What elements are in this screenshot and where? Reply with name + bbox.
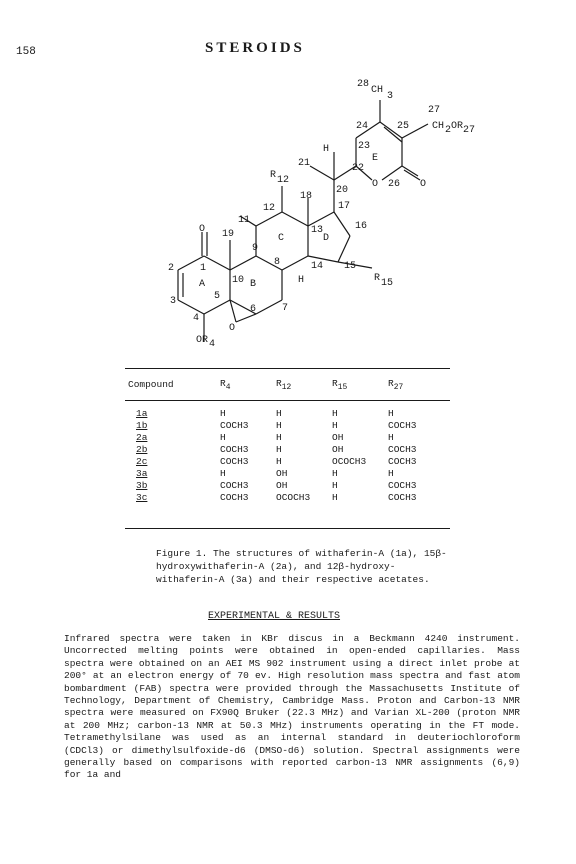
table-top-rule <box>125 368 450 369</box>
table-bottom-rule <box>125 528 450 529</box>
ch3-top-sub: 3 <box>387 91 394 102</box>
ring-e-label: E <box>372 153 379 164</box>
c13-label: 13 <box>311 225 324 236</box>
c8-label: 8 <box>274 257 281 268</box>
c12-label: 12 <box>263 203 276 214</box>
or-label: OR <box>451 121 464 132</box>
ch3-top-label: CH <box>371 85 384 96</box>
ring-b-label: B <box>250 279 257 290</box>
section-heading: EXPERIMENTAL & RESULTS <box>208 611 341 622</box>
c24-label: 24 <box>356 121 369 132</box>
structure-labels <box>168 79 475 350</box>
c10-label: 10 <box>232 275 245 286</box>
header-r4: $R_4$ <box>220 378 231 392</box>
table-row: 1a H H H H <box>136 407 394 419</box>
table-row: 3b COCH3 OH H COCH3 <box>136 479 417 491</box>
c14-label: 14 <box>311 261 324 272</box>
running-head: STEROIDS <box>205 40 305 56</box>
c19-label: 19 <box>222 229 235 240</box>
table-row: 1b COCH3 H H COCH3 <box>136 419 417 431</box>
page-number: 158 <box>16 46 36 58</box>
or27-sub: 27 <box>463 125 476 136</box>
c18-label: 18 <box>300 191 313 202</box>
c27-label: 27 <box>428 105 441 116</box>
table-header-rule <box>125 400 450 401</box>
header-compound: Compound <box>128 379 174 391</box>
c1-label: 1 <box>200 263 207 274</box>
c7-label: 7 <box>282 303 289 314</box>
r15-label: R <box>374 273 381 284</box>
body-paragraph: Infrared spectra were taken in KBr discus in a Beckmann 4240 instrument. Uncorrected melting points were obtained in open-ended capillaries. Mass spectra were obtained on an AEI MS 902 instrument using a direct inlet probe at 200° at an electron energy of 70 ev. High resolution mass spectra and fast atom bombardment (FAB) spectra were provided through the Massachusetts Institute of Technology, Department of Chemistry, Cambridge Mass. Proton and Carbon-13 NMR spectra were measured on FX90Q Bruker (22.3 MHz) and Varian XL-200 (proton NMR at 200 MHz; carbon-13 NMR at 50.3 MHz) instruments operating in the FT mode. Tetramethylsilane was used as an internal standard in deuteriochloroform (CDCl3) or dimethylsulfoxide-d6 (DMSO-d6) solution. Spectral assignments were generally based on comparisons with reported carbon-13 NMR assignments (6,9) for 1a and <box>64 633 520 781</box>
r12-sub: 12 <box>277 175 290 186</box>
r15-sub: 15 <box>381 278 394 289</box>
table-row: 3c COCH3 OCOCH3 H COCH3 <box>136 491 417 503</box>
h22-label: H <box>323 144 330 155</box>
ring-d-label: D <box>323 233 330 244</box>
c17-label: 17 <box>338 201 351 212</box>
o-epoxide-label: O <box>229 323 236 334</box>
c4-label: 4 <box>193 313 200 324</box>
c16-label: 16 <box>355 221 368 232</box>
o-ring-label: O <box>372 179 379 190</box>
h14-label: H <box>298 275 305 286</box>
table-row: 2b COCH3 H OH COCH3 <box>136 443 417 455</box>
c11-label: 11 <box>238 215 251 226</box>
ring-a-label: A <box>199 279 206 290</box>
c26-label: 26 <box>388 179 401 190</box>
or4-label: OR <box>196 335 209 346</box>
c20-label: 20 <box>336 185 349 196</box>
c2-label: 2 <box>168 263 175 274</box>
table-row: 2a H H OH H <box>136 431 394 443</box>
c15-label: 15 <box>344 261 357 272</box>
table-row: 3a H OH H H <box>136 467 394 479</box>
table-header-row <box>128 378 428 408</box>
c21-label: 21 <box>298 158 311 169</box>
header-r27: $R_{27}$ <box>388 378 404 392</box>
c5-label: 5 <box>214 291 221 302</box>
o1-label: O <box>199 224 206 235</box>
figure-caption: Figure 1. The structures of withaferin-A (1a), 15β-hydroxywithaferin-A (2a), and 12β-hydroxy-withaferin-A (3a) and their respective acetates. <box>156 548 447 585</box>
or4-sub: 4 <box>209 339 216 350</box>
ring-e-bonds <box>310 100 428 212</box>
table-row: 2c COCH3 H OCOCH3 COCH3 <box>136 455 417 467</box>
c28-label: 28 <box>357 79 370 90</box>
withaferin-structure-diagram <box>0 0 576 360</box>
c25-label: 25 <box>397 121 410 132</box>
ch2-sub: 2 <box>445 125 452 136</box>
ring-c-label: C <box>278 233 285 244</box>
c6-label: 6 <box>250 304 257 315</box>
c9-label: 9 <box>252 243 259 254</box>
ch2-label: CH <box>432 121 445 132</box>
compound-table <box>128 378 428 504</box>
c3-label: 3 <box>170 296 177 307</box>
header-r15: $R_{15}$ <box>332 378 348 392</box>
r12-label: R <box>270 170 277 181</box>
c22-label: 22 <box>352 163 365 174</box>
header-r12: $R_{12}$ <box>276 378 292 392</box>
o-keto-label: O <box>420 179 427 190</box>
c23-label: 23 <box>358 141 371 152</box>
